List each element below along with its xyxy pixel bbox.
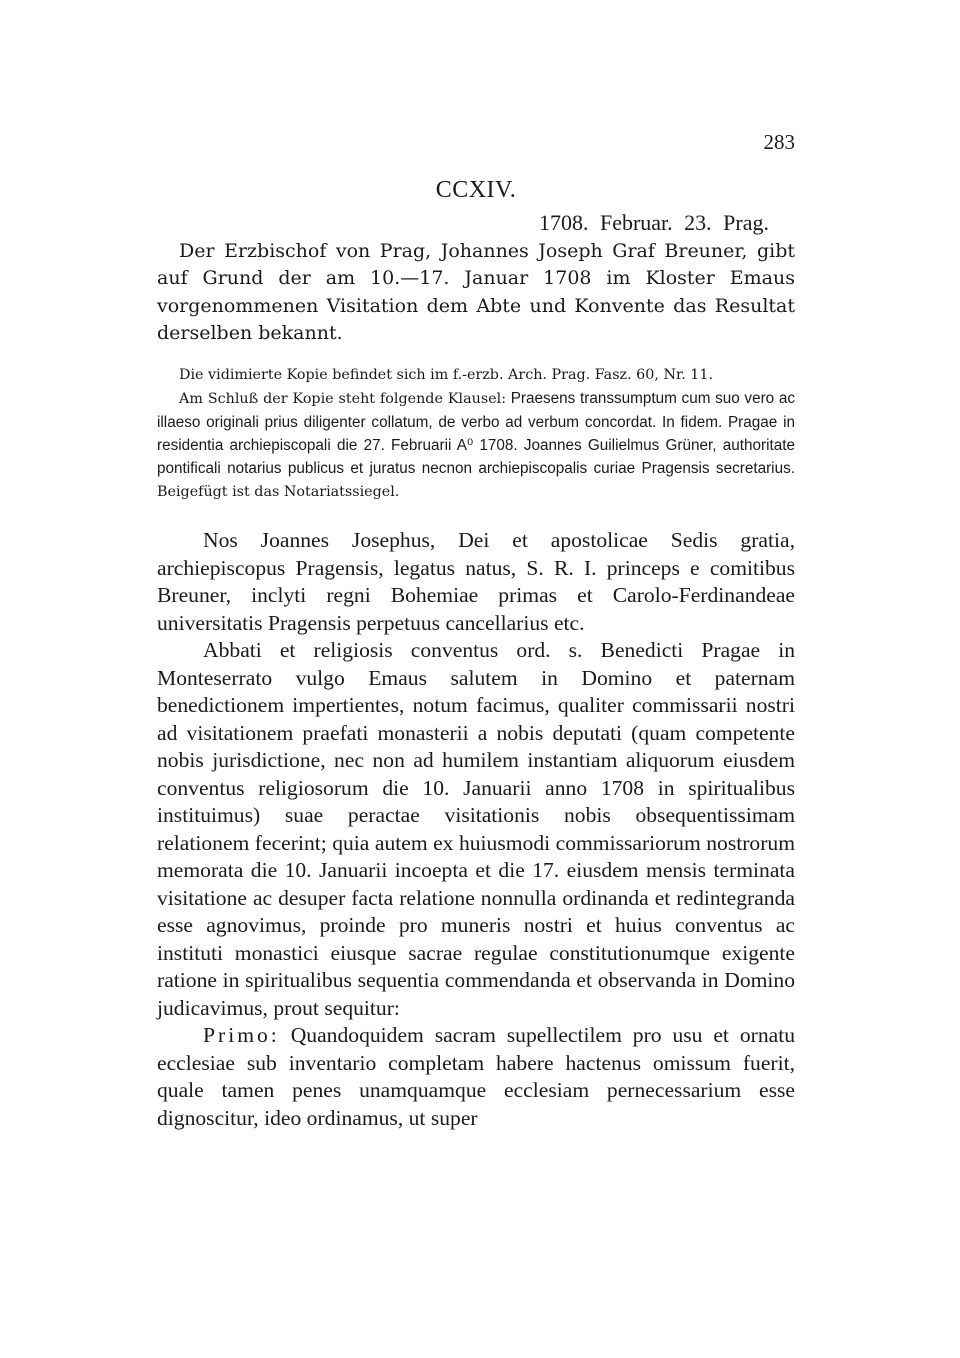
abbati-paragraph: Abbati et religiosis conventus ord. s. Benedicti Pragae in Monteserrato vulgo Emaus salutem in Domino et paternam benedictionem impertientes, notum facimus, qualiter commissarii nostri ad visitationem praefati monasterii a nobis deputati (quam competente nobis jurisdictione, nec non ad humilem instantiam aliquorum eiusdem conventus religiosorum die 10. Januarii anno 1708 in spiritualibus instituimus) suae peractae visitationis nobis obsequentissimam relationem fecerint; quia autem ex huiusmodi commissariorum nostrorum memorata die 10. Januarii incoepta et die 17. eiusdem mensis terminata visitatione ac desuper facta relatione nonnulla ordinanda et redintegranda esse agnovimus, proinde pro muneris nostri et huius conventus ac instituti monastici eiusque sacrae regulae constitutionumque exigente ratione in spiritualibus sequentia commendanda et observanda in Domino judicavimus, prout sequitur: bbox=[157, 638, 795, 1020]
dateline: 1708. Februar. 23. Prag. bbox=[538, 210, 769, 235]
clause-text: Praesens transsumptum cum suo vero ac illaeso originali prius diligenter collatum, de verbo ad verbum concordat. In fidem. Pragae in residentia archiepiscopali die 27. Februarii A⁰ 1708. Joannes Guilielmus Grüner, authoritate pontificali notarius publicus et juratus necnon archiepiscopalis curiae Pragensis secretarius. bbox=[157, 390, 795, 478]
regest-summary: Der Erzbischof von Prag, Johannes Joseph Graf Breuner, gibt auf Grund der am 10.—17. Januar 1708 im Kloster Emaus vorgenommenen Visitation dem Abte und Konvente das Resultat derselben bekannt. bbox=[157, 240, 795, 344]
document-body bbox=[157, 527, 795, 1132]
primo-paragraph bbox=[157, 1022, 795, 1132]
document-number: CCXIV. bbox=[435, 177, 517, 203]
primo-text: Quandoquidem sacram supellectilem pro usu et ornatu ecclesiae sub inventario completam habere hactenus omissum fuerit, quale tamen penes unamquamque ecclesiam pernecessarium esse dignoscitur, ideo ordinamus, ut super bbox=[157, 1023, 795, 1130]
intitulatio-paragraph: Nos Joannes Josephus, Dei et apostolicae Sedis gratia, archiepiscopus Pragensis, legatus natus, S. R. I. princeps e comitibus Breuner, inclyti regni Bohemiae primas et Carolo-Ferdinandeae universitatis Pragensis perpetuus cancellarius etc. bbox=[157, 528, 795, 635]
source-note-text: Die vidimierte Kopie befindet sich im f.-erzb. Arch. Prag. Fasz. 60, Nr. 11. bbox=[179, 367, 714, 383]
clause-note bbox=[157, 387, 795, 504]
clause-intro: Am Schluß der Kopie steht folgende Klausel: bbox=[179, 391, 507, 408]
source-note bbox=[157, 363, 795, 387]
clause-outro: Beigefügt ist das Notariatssiegel. bbox=[157, 484, 400, 501]
page-number: 283 bbox=[763, 130, 795, 154]
archival-note bbox=[157, 363, 795, 505]
primo-label: Primo: bbox=[203, 1023, 280, 1047]
